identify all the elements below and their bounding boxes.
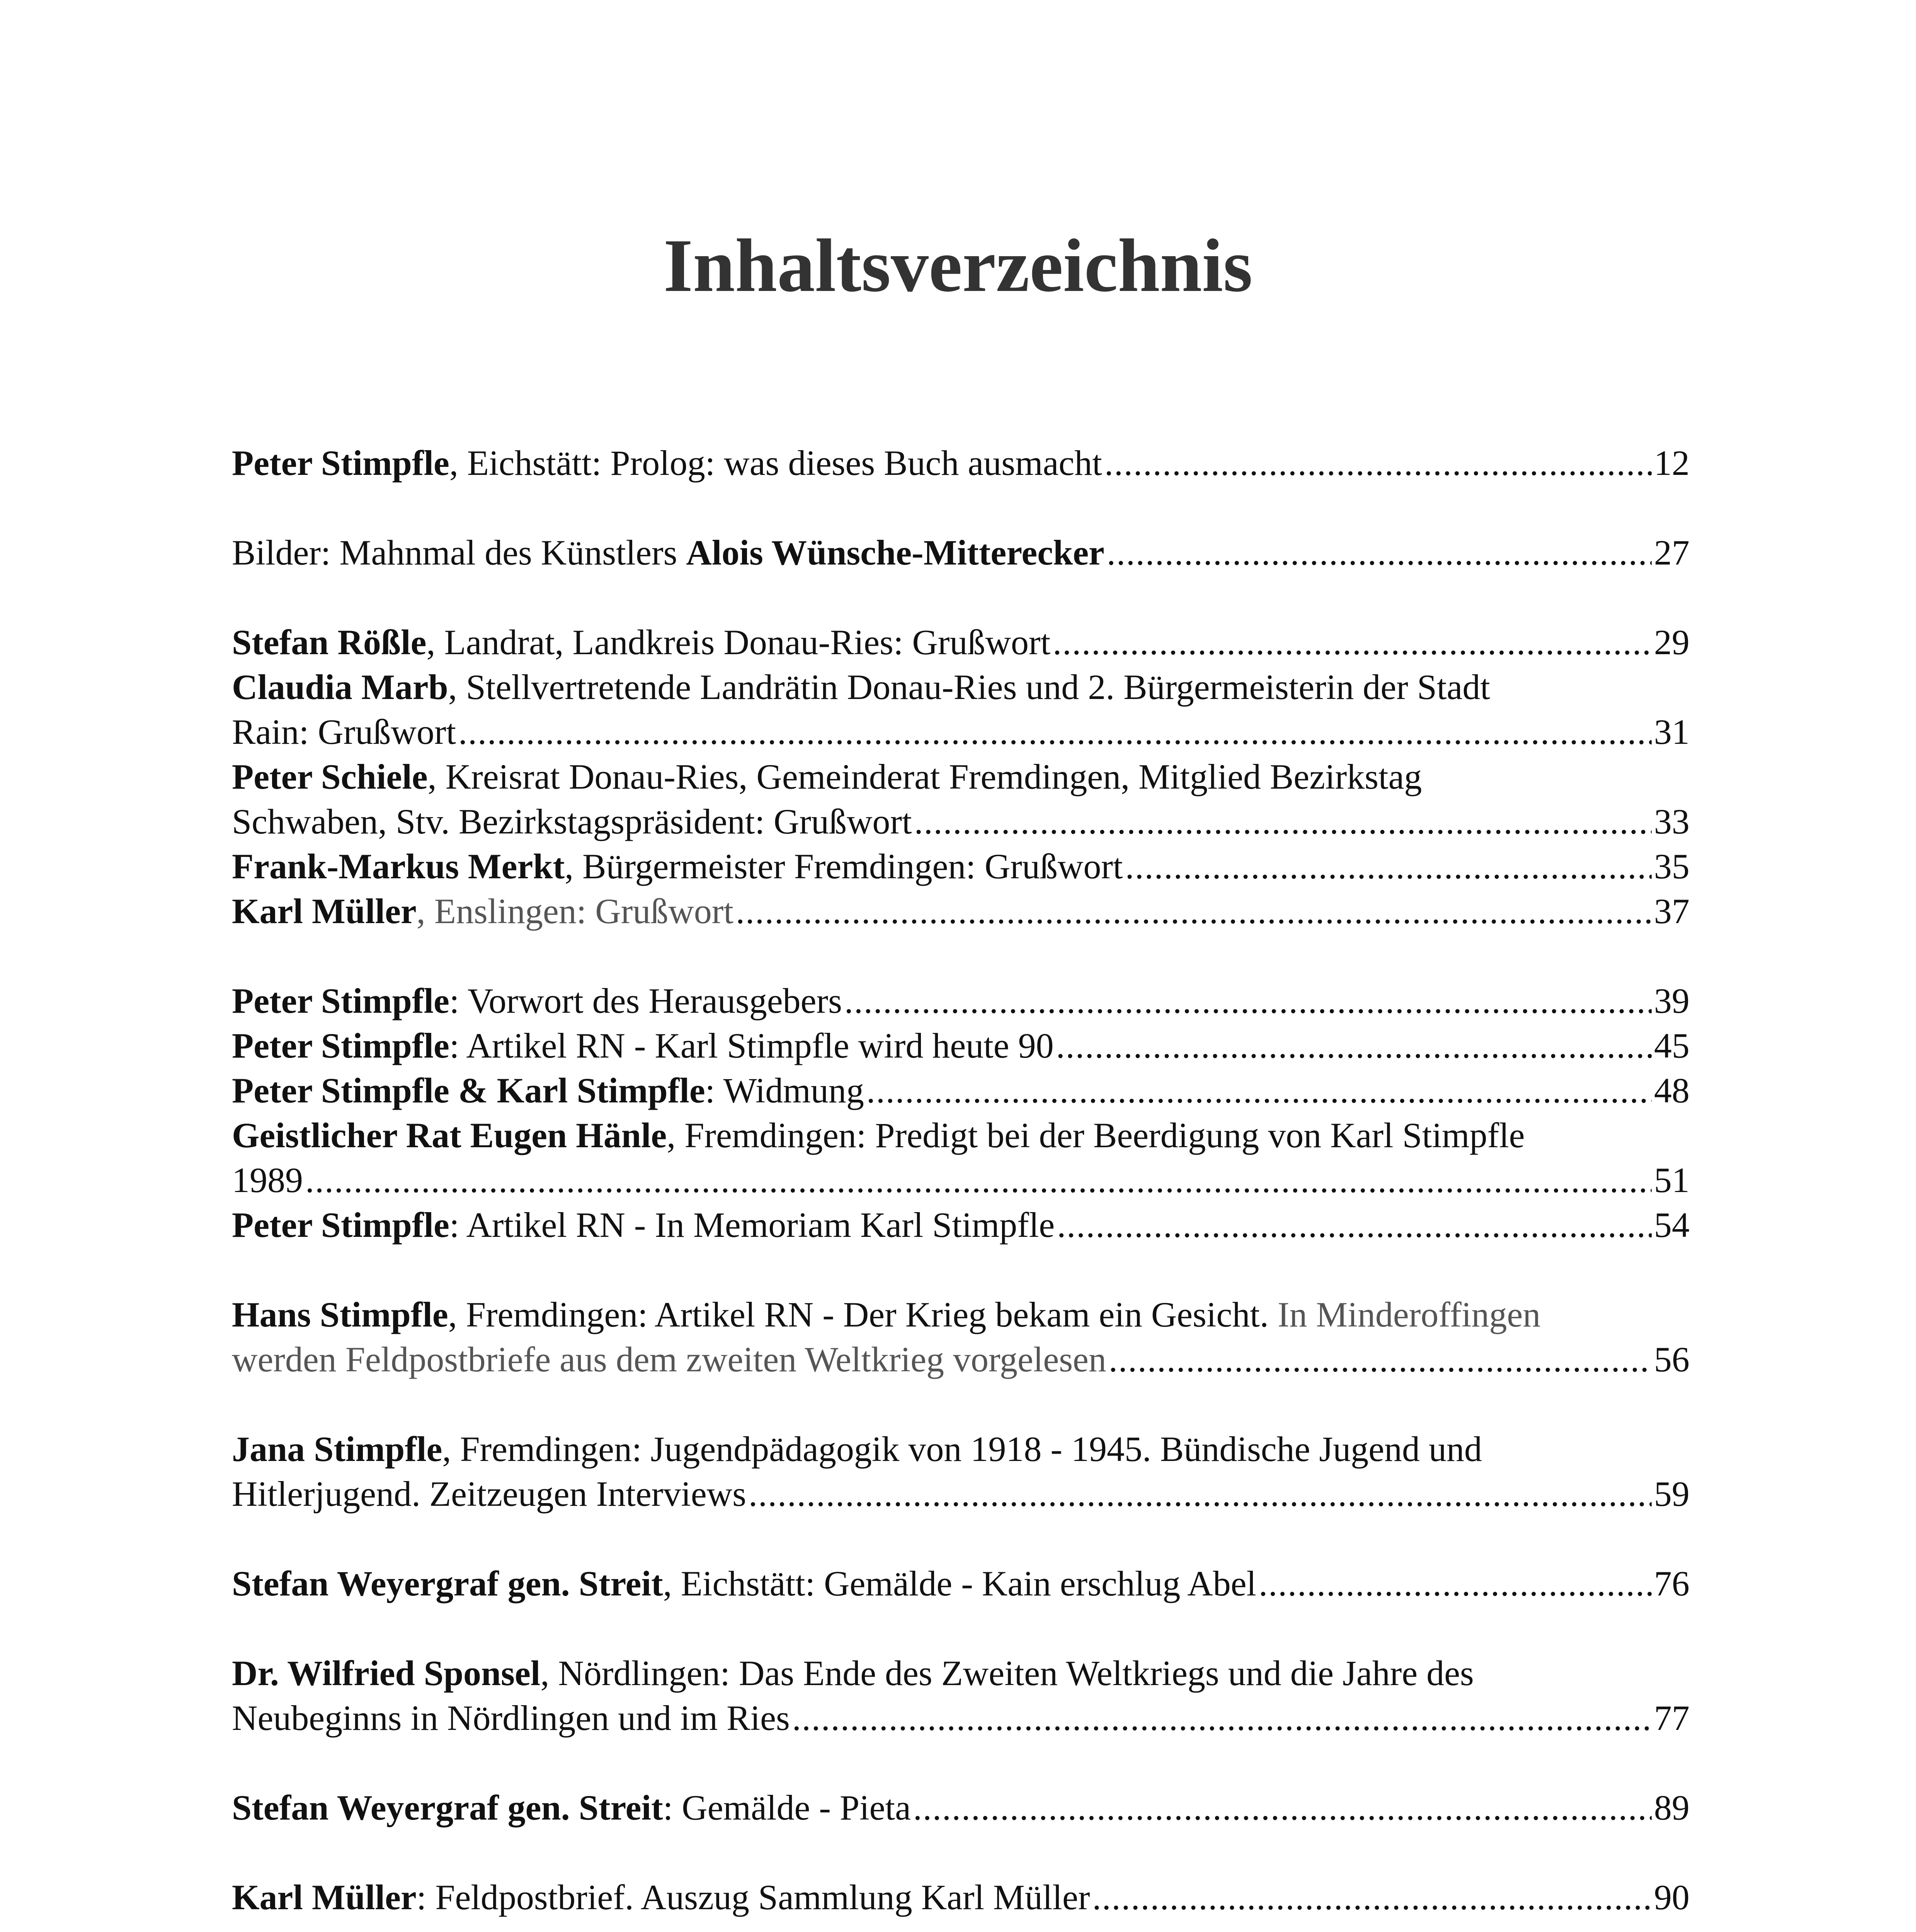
dot-leader — [736, 889, 1652, 934]
toc-title: : Vorwort des Herausgebers — [449, 981, 842, 1020]
toc-author: Alois Wünsche-Mitterecker — [686, 533, 1104, 572]
toc-author: Jana Stimpfle — [232, 1429, 442, 1469]
toc-author: Karl Müller — [232, 891, 417, 931]
toc-page-number: 76 — [1654, 1564, 1690, 1603]
toc-title: , Landrat, Landkreis Donau-Ries: Grußwort — [426, 622, 1051, 662]
toc-page-number: 35 — [1654, 847, 1690, 886]
dot-leader — [1056, 1023, 1652, 1068]
toc-page-number: 31 — [1654, 712, 1690, 752]
toc-title: : Feldpostbrief. Auszug Sammlung Karl Müller — [416, 1878, 1090, 1917]
toc-page-number: 56 — [1654, 1340, 1690, 1379]
toc-title-continued: Schwaben, Stv. Bezirkstagspräsident: Grußwort — [232, 802, 912, 841]
toc-entry[interactable] — [232, 1561, 1690, 1606]
toc-title-continued: Rain: Grußwort — [232, 712, 456, 752]
toc-title: : Artikel RN - In Memoriam Karl Stimpfle — [449, 1205, 1055, 1245]
dot-leader — [1104, 440, 1652, 485]
toc-entry[interactable] — [232, 754, 1690, 844]
toc-entry[interactable] — [232, 1427, 1690, 1516]
toc-page-number: 45 — [1654, 1026, 1690, 1065]
toc-entry[interactable] — [232, 1292, 1690, 1382]
toc-title: : Artikel RN - Karl Stimpfle wird heute 90 — [449, 1026, 1054, 1065]
toc-entry[interactable] — [232, 530, 1690, 575]
toc-entry[interactable] — [232, 1202, 1690, 1247]
toc-title: , Fremdingen: Predigt bei der Beerdigung von Karl Stimpfle — [667, 1116, 1525, 1155]
toc-title-continued: werden Feldpostbriefe aus dem zweiten Weltkrieg vorgelesen — [232, 1340, 1106, 1379]
toc-title: , Eichstätt: Gemälde - Kain erschlug Abel — [663, 1564, 1257, 1603]
dot-leader — [844, 978, 1652, 1023]
toc-title: , Nördlingen: Das Ende des Zweiten Weltkriegs und die Jahre des — [540, 1653, 1474, 1693]
toc-entry[interactable] — [232, 1651, 1690, 1740]
toc-author: Stefan Weyergraf gen. Streit — [232, 1564, 663, 1603]
toc-entry[interactable] — [232, 440, 1690, 485]
toc-page-number: 29 — [1654, 622, 1690, 662]
toc-page-number: 77 — [1654, 1698, 1690, 1738]
toc-entry[interactable] — [232, 1023, 1690, 1068]
dot-leader — [305, 1158, 1652, 1202]
toc-entry[interactable] — [232, 665, 1690, 754]
toc-author: Peter Stimpfle — [232, 981, 449, 1020]
dot-leader — [913, 1785, 1652, 1830]
toc-title-continued: 1989 — [232, 1160, 303, 1200]
toc-page-number: 54 — [1654, 1205, 1690, 1245]
toc-page-number: 48 — [1654, 1071, 1690, 1110]
toc-title: , Fremdingen: Jugendpädagogik von 1918 - 1945. Bündische Jugend und — [442, 1429, 1482, 1469]
toc-title: , Enslingen: Grußwort — [416, 891, 733, 931]
toc-title: : Widmung — [705, 1071, 864, 1110]
toc-page-number: 89 — [1654, 1788, 1690, 1827]
toc-author: Peter Stimpfle — [232, 1026, 449, 1065]
toc-author: Peter Schiele — [232, 757, 428, 796]
toc-title: , Kreisrat Donau-Ries, Gemeinderat Fremdingen, Mitglied Bezirkstag — [427, 757, 1422, 796]
toc-page-number: 27 — [1654, 533, 1690, 572]
toc-page-number: 12 — [1654, 443, 1690, 483]
toc-page-number: 37 — [1654, 891, 1690, 931]
dot-leader — [1053, 620, 1652, 665]
toc-title: , Stellvertretende Landrätin Donau-Ries und 2. Bürgermeisterin der Stadt — [448, 667, 1490, 707]
dot-leader — [1125, 844, 1652, 889]
toc-title: , Bürgermeister Fremdingen: Grußwort — [565, 847, 1123, 886]
toc-page-number: 33 — [1654, 802, 1690, 841]
dot-leader — [914, 799, 1652, 844]
dot-leader — [1259, 1561, 1652, 1606]
toc-title-continued: Hitlerjugend. Zeitzeugen Interviews — [232, 1474, 746, 1514]
toc-author: Hans Stimpfle — [232, 1295, 448, 1334]
toc-page-number: 59 — [1654, 1474, 1690, 1514]
toc-page-number: 51 — [1654, 1160, 1690, 1200]
toc-entry[interactable] — [232, 620, 1690, 665]
toc-author: Peter Stimpfle — [232, 443, 449, 483]
toc-entry[interactable] — [232, 1875, 1690, 1920]
toc-author: Geistlicher Rat Eugen Hänle — [232, 1116, 667, 1155]
toc-entry[interactable] — [232, 1785, 1690, 1830]
dot-leader — [1109, 1337, 1652, 1382]
dot-leader — [458, 709, 1652, 754]
toc-author: Dr. Wilfried Sponsel — [232, 1653, 541, 1693]
dot-leader — [1057, 1202, 1652, 1247]
page-title: Inhaltsverzeichnis — [663, 224, 1253, 308]
dot-leader — [1107, 530, 1652, 575]
toc-author: Frank-Markus Merkt — [232, 847, 565, 886]
dot-leader — [792, 1696, 1652, 1740]
toc-title-continued: Neubeginns in Nördlingen und im Ries — [232, 1698, 790, 1738]
dot-leader — [866, 1068, 1652, 1113]
toc-author: Stefan Weyergraf gen. Streit — [232, 1788, 663, 1827]
toc-title: Bilder: Mahnmal des Künstlers — [232, 533, 686, 572]
toc-title: , Fremdingen: Artikel RN - Der Krieg bekam ein Gesicht. — [448, 1295, 1278, 1334]
toc-author: Claudia Marb — [232, 667, 448, 707]
toc-author: Peter Stimpfle & Karl Stimpfle — [232, 1071, 705, 1110]
toc-author: Peter Stimpfle — [232, 1205, 449, 1245]
dot-leader — [749, 1471, 1652, 1516]
toc-author: Karl Müller — [232, 1878, 417, 1917]
toc-entry[interactable] — [232, 1068, 1690, 1113]
toc-title: : Gemälde - Pieta — [663, 1788, 911, 1827]
toc-entry[interactable] — [232, 1113, 1690, 1202]
toc-entry[interactable] — [232, 978, 1690, 1023]
dot-leader — [1092, 1875, 1652, 1920]
toc-title-grey: In Minderoffingen — [1277, 1295, 1541, 1334]
toc-author: Stefan Rößle — [232, 622, 427, 662]
table-of-contents — [232, 440, 1690, 1932]
toc-entry[interactable] — [232, 844, 1690, 889]
toc-entry[interactable] — [232, 889, 1690, 934]
toc-page-number: 39 — [1654, 981, 1690, 1020]
toc-title: , Eichstätt: Prolog: was dieses Buch ausmacht — [449, 443, 1102, 483]
toc-page-number: 90 — [1654, 1878, 1690, 1917]
